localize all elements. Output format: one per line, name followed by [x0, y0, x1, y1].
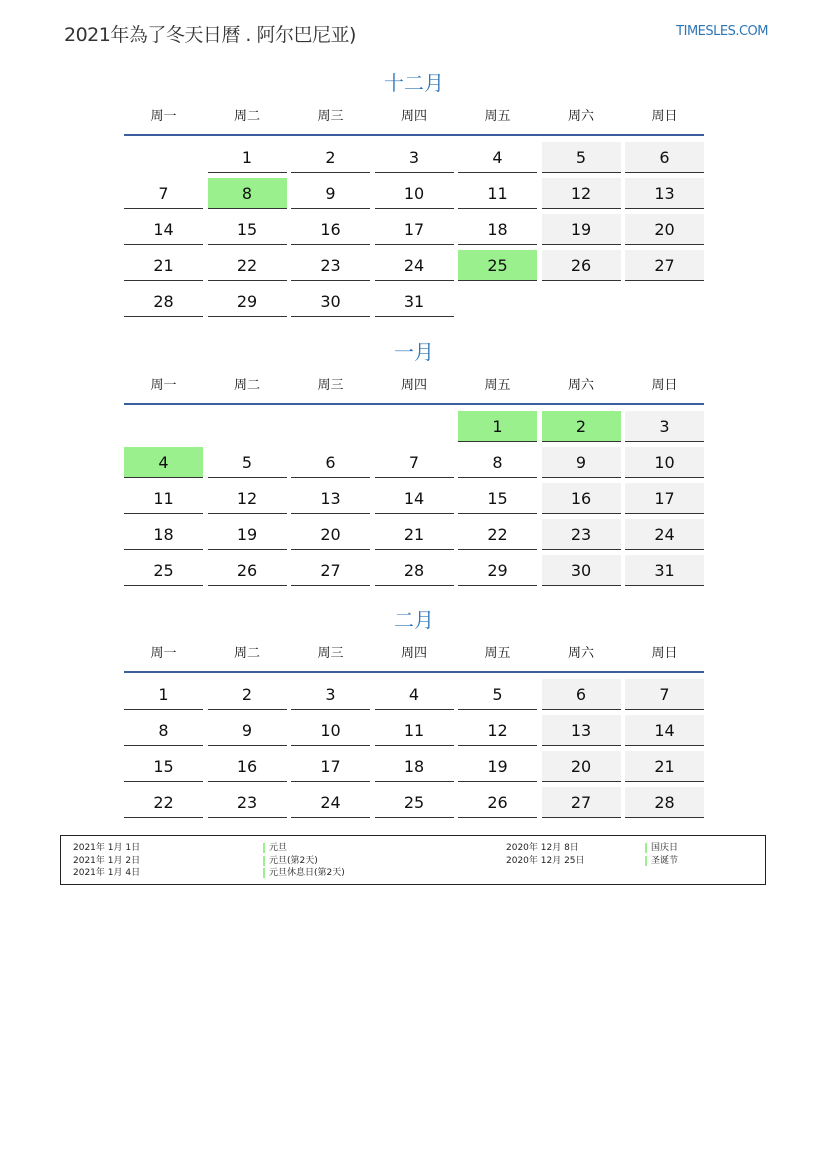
weekday-header-row: [124, 104, 704, 136]
day-cell: 12: [542, 178, 621, 209]
weekday-label: 周日: [651, 109, 678, 124]
weekday-label: 周六: [567, 378, 594, 393]
weekday-label: 周六: [567, 646, 594, 661]
day-cell: 1: [208, 142, 287, 173]
legend-holiday: [645, 842, 678, 854]
legend-date: 2021年 1月 4日: [73, 868, 141, 878]
day-cell: 12: [458, 715, 537, 746]
legend-date: 2021年 1月 1日: [73, 843, 141, 853]
day-cell: 24: [291, 787, 370, 818]
legend-holiday: [263, 855, 318, 867]
day-cell: 11: [124, 483, 203, 514]
day-cell: 11: [375, 715, 454, 746]
legend-holiday-name: 国庆日: [651, 843, 679, 853]
day-cell: 7: [375, 447, 454, 478]
weekday-header-row: [124, 641, 704, 673]
day-cell: 20: [542, 751, 621, 782]
day-cell: 25: [375, 787, 454, 818]
day-cell: 31: [625, 555, 704, 586]
legend-date: 2020年 12月 25日: [506, 856, 585, 866]
month-title: 十二月: [384, 71, 444, 95]
day-cell: 19: [458, 751, 537, 782]
weekday-label: 周五: [484, 646, 511, 661]
day-cell: 16: [291, 214, 370, 245]
day-cell: 24: [625, 519, 704, 550]
day-cell: 9: [208, 715, 287, 746]
day-cell: 28: [375, 555, 454, 586]
day-cell: 21: [375, 519, 454, 550]
day-cell: 22: [458, 519, 537, 550]
day-cell: 23: [542, 519, 621, 550]
weekday-label: 周一: [150, 378, 177, 393]
weekday-label: 周日: [651, 646, 678, 661]
day-cell: 23: [291, 250, 370, 281]
day-cell: 17: [375, 214, 454, 245]
legend-holiday-name: 元旦: [269, 843, 288, 853]
day-cell: 20: [291, 519, 370, 550]
day-cell: 10: [625, 447, 704, 478]
day-cell: 11: [458, 178, 537, 209]
day-cell: 22: [124, 787, 203, 818]
month-january: [124, 339, 704, 580]
legend-holiday-name: 元旦休息日(第2天): [269, 868, 345, 878]
weekday-label: 周一: [150, 109, 177, 124]
day-cell: 13: [542, 715, 621, 746]
weekday-label: 周一: [150, 646, 177, 661]
day-cell: 25: [124, 555, 203, 586]
day-cell: 15: [124, 751, 203, 782]
day-cell: 6: [625, 142, 704, 173]
day-cell: 12: [208, 483, 287, 514]
weekday-label: 周三: [317, 109, 344, 124]
legend-holiday: [263, 842, 287, 854]
day-cell: 14: [625, 715, 704, 746]
day-cell: 3: [291, 679, 370, 710]
day-cell: 27: [542, 787, 621, 818]
day-cell: 18: [458, 214, 537, 245]
day-cell: 21: [124, 250, 203, 281]
day-cell: 28: [124, 286, 203, 317]
day-cell: 10: [375, 178, 454, 209]
legend-holiday-name: 圣诞节: [651, 856, 679, 866]
day-cell: 26: [458, 787, 537, 818]
holiday-day-cell: 1: [458, 411, 537, 442]
day-cell: 2: [208, 679, 287, 710]
weekday-label: 周三: [317, 378, 344, 393]
month-title: 二月: [394, 608, 434, 632]
month-february: [124, 607, 704, 812]
weekday-label: 周日: [651, 378, 678, 393]
day-cell: 3: [375, 142, 454, 173]
weekday-label: 周四: [400, 109, 427, 124]
month-title: 一月: [394, 340, 434, 364]
holiday-legend: [60, 835, 766, 885]
day-cell: 15: [208, 214, 287, 245]
legend-date: 2020年 12月 8日: [506, 843, 579, 853]
day-cell: 8: [124, 715, 203, 746]
day-cell: 30: [291, 286, 370, 317]
holiday-color-marker: [645, 856, 647, 866]
holiday-color-marker: [645, 843, 647, 853]
day-cell: 7: [124, 178, 203, 209]
page-header: [64, 20, 768, 46]
day-cell: 18: [124, 519, 203, 550]
day-cell: 5: [208, 447, 287, 478]
legend-holiday: [645, 855, 678, 867]
weekday-header-row: [124, 373, 704, 405]
day-cell: 7: [625, 679, 704, 710]
weekday-label: 周四: [400, 378, 427, 393]
day-cell: 29: [208, 286, 287, 317]
day-cell: 8: [458, 447, 537, 478]
weekday-label: 周二: [233, 378, 260, 393]
day-cell: 17: [625, 483, 704, 514]
day-cell: 10: [291, 715, 370, 746]
day-cell: 18: [375, 751, 454, 782]
day-cell: 1: [124, 679, 203, 710]
day-cell: 14: [124, 214, 203, 245]
day-cell: 27: [291, 555, 370, 586]
day-cell: 2: [291, 142, 370, 173]
holiday-color-marker: [263, 843, 265, 853]
holiday-day-cell: 8: [208, 178, 287, 209]
day-cell: 15: [458, 483, 537, 514]
weekday-label: 周二: [233, 646, 260, 661]
day-cell: 22: [208, 250, 287, 281]
legend-date: 2021年 1月 2日: [73, 856, 141, 866]
day-cell: 5: [458, 679, 537, 710]
day-cell: 28: [625, 787, 704, 818]
weekday-label: 周三: [317, 646, 344, 661]
day-cell: 29: [458, 555, 537, 586]
holiday-color-marker: [263, 856, 265, 866]
day-cell: 13: [291, 483, 370, 514]
day-cell: 19: [208, 519, 287, 550]
day-cell: 27: [625, 250, 704, 281]
day-cell: 16: [208, 751, 287, 782]
holiday-day-cell: 4: [124, 447, 203, 478]
document-title: 2021年為了冬天日曆 . 阿尔巴尼亚): [64, 24, 356, 46]
day-cell: 14: [375, 483, 454, 514]
day-cell: 6: [291, 447, 370, 478]
day-cell: 21: [625, 751, 704, 782]
day-cell: 17: [291, 751, 370, 782]
day-cell: 26: [542, 250, 621, 281]
weekday-label: 周五: [484, 109, 511, 124]
legend-holiday-name: 元旦(第2天): [269, 856, 318, 866]
day-cell: 3: [625, 411, 704, 442]
day-cell: 24: [375, 250, 454, 281]
holiday-day-cell: 2: [542, 411, 621, 442]
weekday-label: 周五: [484, 378, 511, 393]
day-cell: 9: [542, 447, 621, 478]
day-cell: 4: [375, 679, 454, 710]
holiday-color-marker: [263, 868, 265, 878]
day-cell: 23: [208, 787, 287, 818]
day-cell: 31: [375, 286, 454, 317]
holiday-day-cell: 25: [458, 250, 537, 281]
weekday-label: 周二: [233, 109, 260, 124]
weekday-label: 周四: [400, 646, 427, 661]
day-cell: 9: [291, 178, 370, 209]
day-cell: 4: [458, 142, 537, 173]
day-cell: 13: [625, 178, 704, 209]
month-december: [124, 70, 704, 311]
day-cell: 30: [542, 555, 621, 586]
day-cell: 19: [542, 214, 621, 245]
brand-logo-text[interactable]: TIMESLES.COM: [676, 24, 768, 39]
day-cell: 16: [542, 483, 621, 514]
legend-holiday: [263, 867, 345, 879]
weekday-label: 周六: [567, 109, 594, 124]
day-cell: 6: [542, 679, 621, 710]
day-cell: 5: [542, 142, 621, 173]
day-cell: 26: [208, 555, 287, 586]
day-cell: 20: [625, 214, 704, 245]
